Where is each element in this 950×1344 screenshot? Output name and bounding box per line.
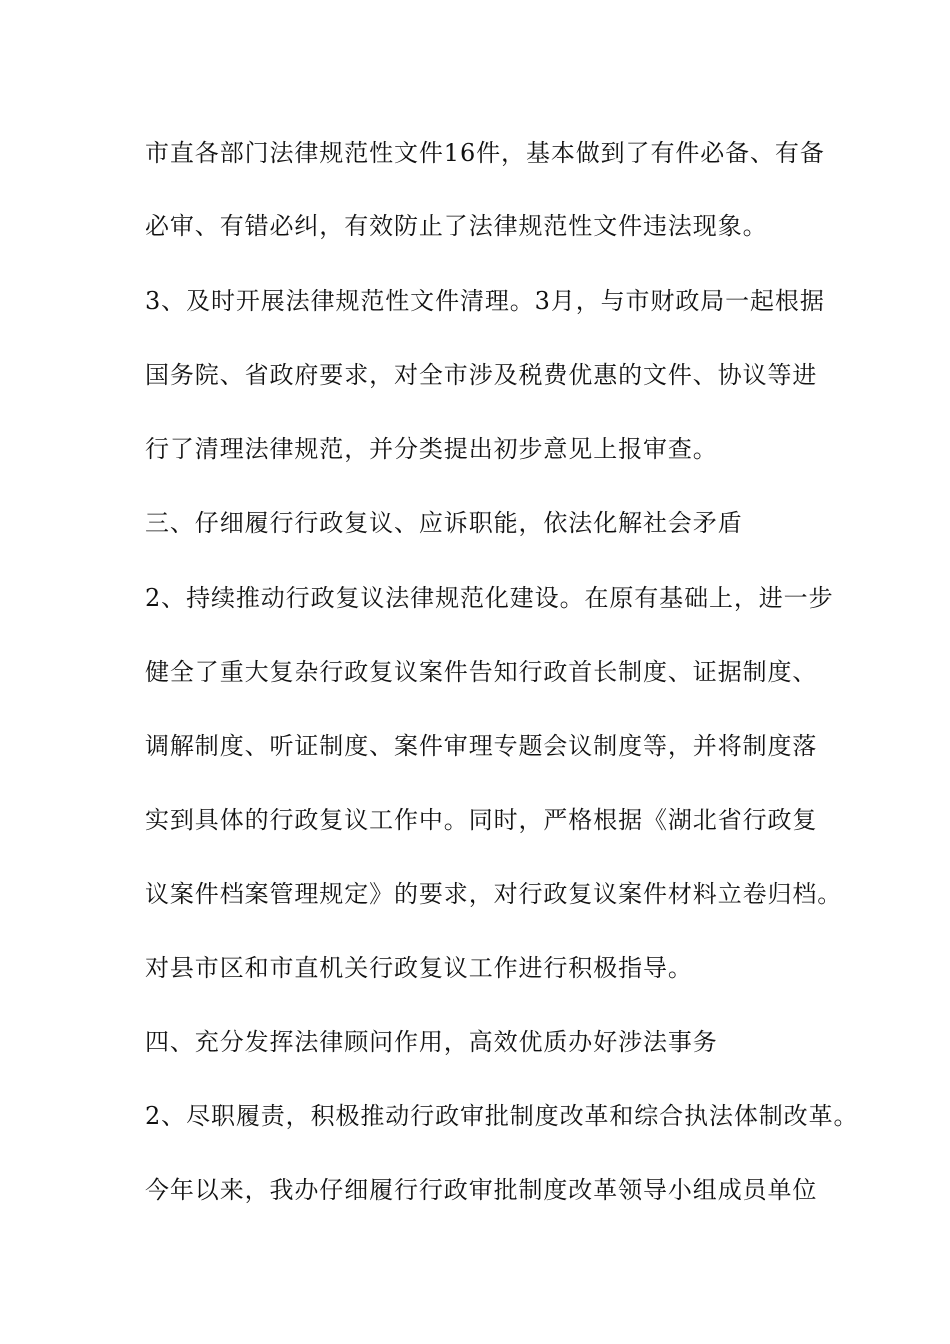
text-line: 议案件档案管理规定》的要求，对行政复议案件材料立卷归档。	[145, 880, 843, 908]
text-line: 2、尽职履责，积极推动行政审批制度改革和综合执法体制改革。	[145, 1102, 859, 1130]
text-line: 市直各部门法律规范性文件16件，基本做到了有件必备、有备	[145, 139, 825, 167]
text-line: 国务院、省政府要求，对全市涉及税费优惠的文件、协议等进	[145, 361, 818, 389]
text-line: 行了清理法律规范，并分类提出初步意见上报审查。	[145, 435, 718, 463]
text-line: 对县市区和市直机关行政复议工作进行积极指导。	[145, 954, 693, 982]
section-heading: 四、充分发挥法律顾问作用，高效优质办好涉法事务	[145, 1028, 718, 1056]
text-line: 3、及时开展法律规范性文件清理。3月，与市财政局一起根据	[145, 287, 825, 315]
text-line: 必审、有错必纠，有效防止了法律规范性文件违法现象。	[145, 212, 768, 240]
text-line: 2、持续推动行政复议法律规范化建设。在原有基础上，进一步	[145, 584, 834, 612]
text-line: 健全了重大复杂行政复议案件告知行政首长制度、证据制度、	[145, 658, 818, 686]
section-heading: 三、仔细履行行政复议、应诉职能，依法化解社会矛盾	[145, 509, 743, 537]
text-line: 调解制度、听证制度、案件审理专题会议制度等，并将制度落	[145, 732, 818, 760]
text-line: 今年以来，我办仔细履行行政审批制度改革领导小组成员单位	[145, 1176, 818, 1204]
text-line: 实到具体的行政复议工作中。同时，严格根据《湖北省行政复	[145, 806, 818, 834]
